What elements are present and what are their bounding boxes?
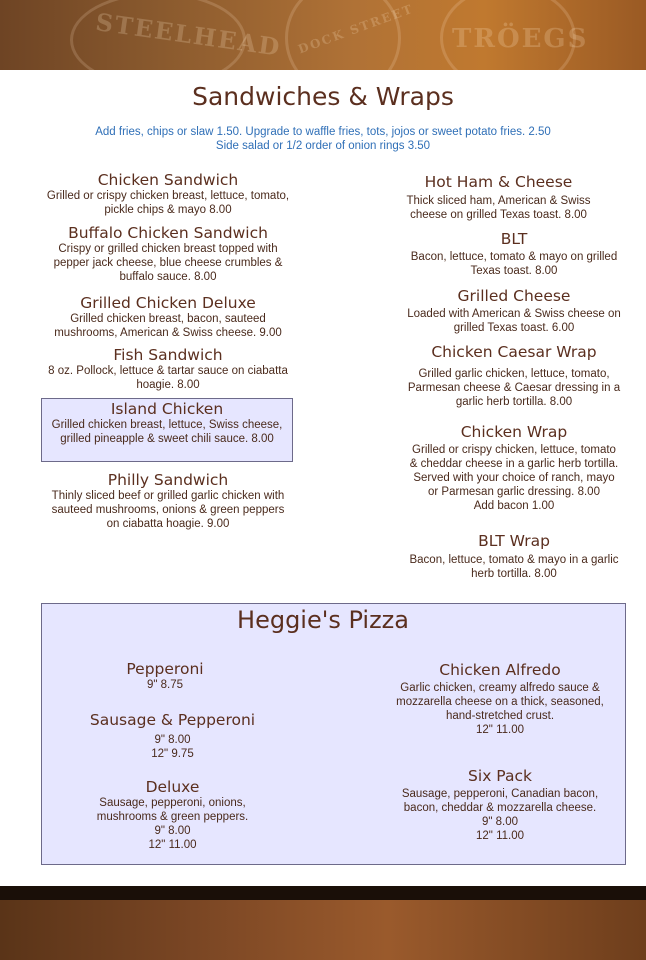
menu-item-desc-line: grilled Texas toast. 6.00 (453, 322, 575, 334)
menu-item-island-chicken (41, 400, 293, 446)
menu-item-desc-line: Grilled garlic chicken, lettuce, tomato, (418, 368, 610, 380)
menu-item-grilled-chicken-deluxe (30, 294, 306, 340)
menu-item-name: BLT (500, 230, 528, 248)
sides-note-line-1: Add fries, chips or slaw 1.50. Upgrade to waffle fries, tots, jojos or sweet potato fries. 2.50 (95, 126, 551, 138)
menu-item-desc-line: 9" 8.00 (154, 734, 191, 746)
menu-item-desc-line: Sausage, pepperoni, onions, (99, 797, 246, 809)
menu-item-desc-line: Texas toast. 8.00 (470, 265, 558, 277)
banner-divider (0, 886, 646, 900)
menu-item-chicken-wrap (356, 423, 646, 513)
menu-item-name: Sausage & Pepperoni (89, 711, 256, 729)
menu-item-desc-line: Crispy or grilled chicken breast topped with (58, 243, 278, 255)
menu-item-desc-line: 8 oz. Pollock, lettuce & tartar sauce on ciabatta (48, 365, 288, 377)
top-banner (0, 0, 646, 70)
menu-item-name: Chicken Alfredo (439, 661, 561, 679)
menu-item-name: Fish Sandwich (113, 346, 223, 364)
menu-item-grilled-cheese (356, 287, 646, 335)
menu-item-name: Hot Ham & Cheese (424, 173, 573, 191)
menu-item-desc-line: Loaded with American & Swiss cheese on (407, 308, 621, 320)
menu-item-desc-line: hoagie. 8.00 (136, 379, 200, 391)
menu-item-name: Six Pack (468, 767, 532, 785)
menu-item-desc-line: 12" 9.75 (151, 748, 194, 760)
menu-item-desc-line: Grilled chicken breast, bacon, sauteed (70, 313, 266, 325)
menu-item-desc-line: pepper jack cheese, blue cheese crumbles & (53, 257, 283, 269)
menu-item-desc-line: buffalo sauce. 8.00 (119, 271, 217, 283)
pizza-item-chicken-alfredo (370, 661, 630, 737)
pizza-item-sausage-pepperoni (60, 711, 285, 761)
menu-item-buffalo-chicken-sandwich (30, 224, 306, 284)
menu-item-desc-line: sauteed mushrooms, onions & green peppers (51, 504, 285, 516)
sides-note-line-2: Side salad or 1/2 order of onion rings 3.50 (215, 140, 431, 152)
menu-item-desc-line: Bacon, lettuce, tomato & mayo in a garlic (409, 554, 619, 566)
section-title-pizza: Heggie's Pizza (237, 606, 409, 634)
menu-item-desc-line: or Parmesan garlic dressing. 8.00 (428, 486, 600, 498)
menu-item-name: Pepperoni (126, 660, 204, 678)
menu-item-desc-line: Add bacon 1.00 (473, 500, 555, 512)
menu-item-desc-line: Grilled or crispy chicken breast, lettuce, tomato, (46, 190, 290, 202)
menu-item-desc-line: 9" 8.00 (481, 816, 519, 828)
menu-item-desc-line: Grilled or crispy chicken, lettuce, tomato (412, 444, 616, 456)
menu-item-name: Chicken Caesar Wrap (431, 343, 597, 361)
menu-item-desc-line: Served with your choice of ranch, mayo (413, 472, 615, 484)
menu-item-name: Deluxe (145, 778, 200, 796)
menu-item-desc-line: pickle chips & mayo 8.00 (104, 204, 232, 216)
pizza-item-deluxe (60, 778, 285, 852)
menu-item-desc-line: bacon, cheddar & mozzarella cheese. (403, 802, 597, 814)
menu-item-desc-line: hand-stretched crust. (445, 710, 555, 722)
bottom-banner (0, 886, 646, 960)
menu-item-desc-line: & cheddar cheese in a garlic herb tortilla. (409, 458, 619, 470)
brand-logo-troegs: TRÖEGS (452, 24, 589, 54)
menu-item-desc-line: mushrooms, American & Swiss cheese. 9.00 (54, 327, 282, 339)
menu-item-chicken-caesar-wrap (356, 343, 646, 409)
menu-item-desc-line: mozzarella cheese on a thick, seasoned, (396, 696, 604, 708)
brand-logo-dock-street: DOCK STREET (296, 1, 416, 57)
menu-item-desc-line: grilled pineapple & sweet chili sauce. 8.00 (60, 433, 274, 445)
menu-item-name: BLT Wrap (478, 532, 550, 550)
menu-item-chicken-sandwich (30, 171, 306, 217)
pizza-item-pepperoni (60, 660, 270, 692)
menu-item-desc-line: on ciabatta hoagie. 9.00 (106, 518, 230, 530)
menu-item-desc-line: Sausage, pepperoni, Canadian bacon, (401, 788, 599, 800)
menu-item-hot-ham-cheese (356, 173, 641, 222)
menu-item-desc-line: mushrooms & green peppers. (96, 811, 249, 823)
menu-item-philly-sandwich (30, 471, 306, 531)
menu-item-desc-line: Garlic chicken, creamy alfredo sauce & (400, 682, 600, 694)
menu-item-name: Buffalo Chicken Sandwich (68, 224, 268, 242)
section-title-sandwiches: Sandwiches & Wraps (192, 82, 454, 111)
menu-item-name: Grilled Cheese (457, 287, 571, 305)
menu-item-desc-line: garlic herb tortilla. 8.00 (455, 396, 573, 408)
menu-item-desc-line: cheese on grilled Texas toast. 8.00 (410, 209, 587, 221)
menu-item-desc-line: Parmesan cheese & Caesar dressing in a (407, 382, 621, 394)
menu-item-desc-line: Bacon, lettuce, tomato & mayo on grilled (410, 251, 618, 263)
brand-logo-steelhead: STEELHEAD (93, 7, 284, 62)
menu-item-fish-sandwich (30, 346, 306, 392)
menu-item-desc-line: 12" 11.00 (476, 724, 524, 736)
menu-item-desc-line: 9" 8.75 (146, 679, 184, 691)
menu-item-desc-line: 12" 11.00 (148, 839, 197, 851)
menu-item-desc-line: herb tortilla. 8.00 (471, 568, 557, 580)
menu-item-desc-line: Thinly sliced beef or grilled garlic chicken with (51, 490, 285, 502)
menu-item-desc-line: Thick sliced ham, American & Swiss (406, 195, 591, 207)
menu-item-name: Chicken Sandwich (97, 171, 239, 189)
menu-item-name: Chicken Wrap (460, 423, 568, 441)
menu-item-name: Grilled Chicken Deluxe (80, 294, 256, 312)
menu-item-desc-line: 12" 11.00 (476, 830, 524, 842)
menu-item-name: Island Chicken (110, 400, 224, 418)
menu-item-desc-line: 9" 8.00 (154, 825, 191, 837)
menu-item-blt (356, 230, 646, 278)
pizza-item-six-pack (370, 767, 630, 843)
menu-item-desc-line: Grilled chicken breast, lettuce, Swiss cheese, (51, 419, 283, 431)
menu-item-name: Philly Sandwich (107, 471, 229, 489)
menu-item-blt-wrap (356, 532, 646, 581)
